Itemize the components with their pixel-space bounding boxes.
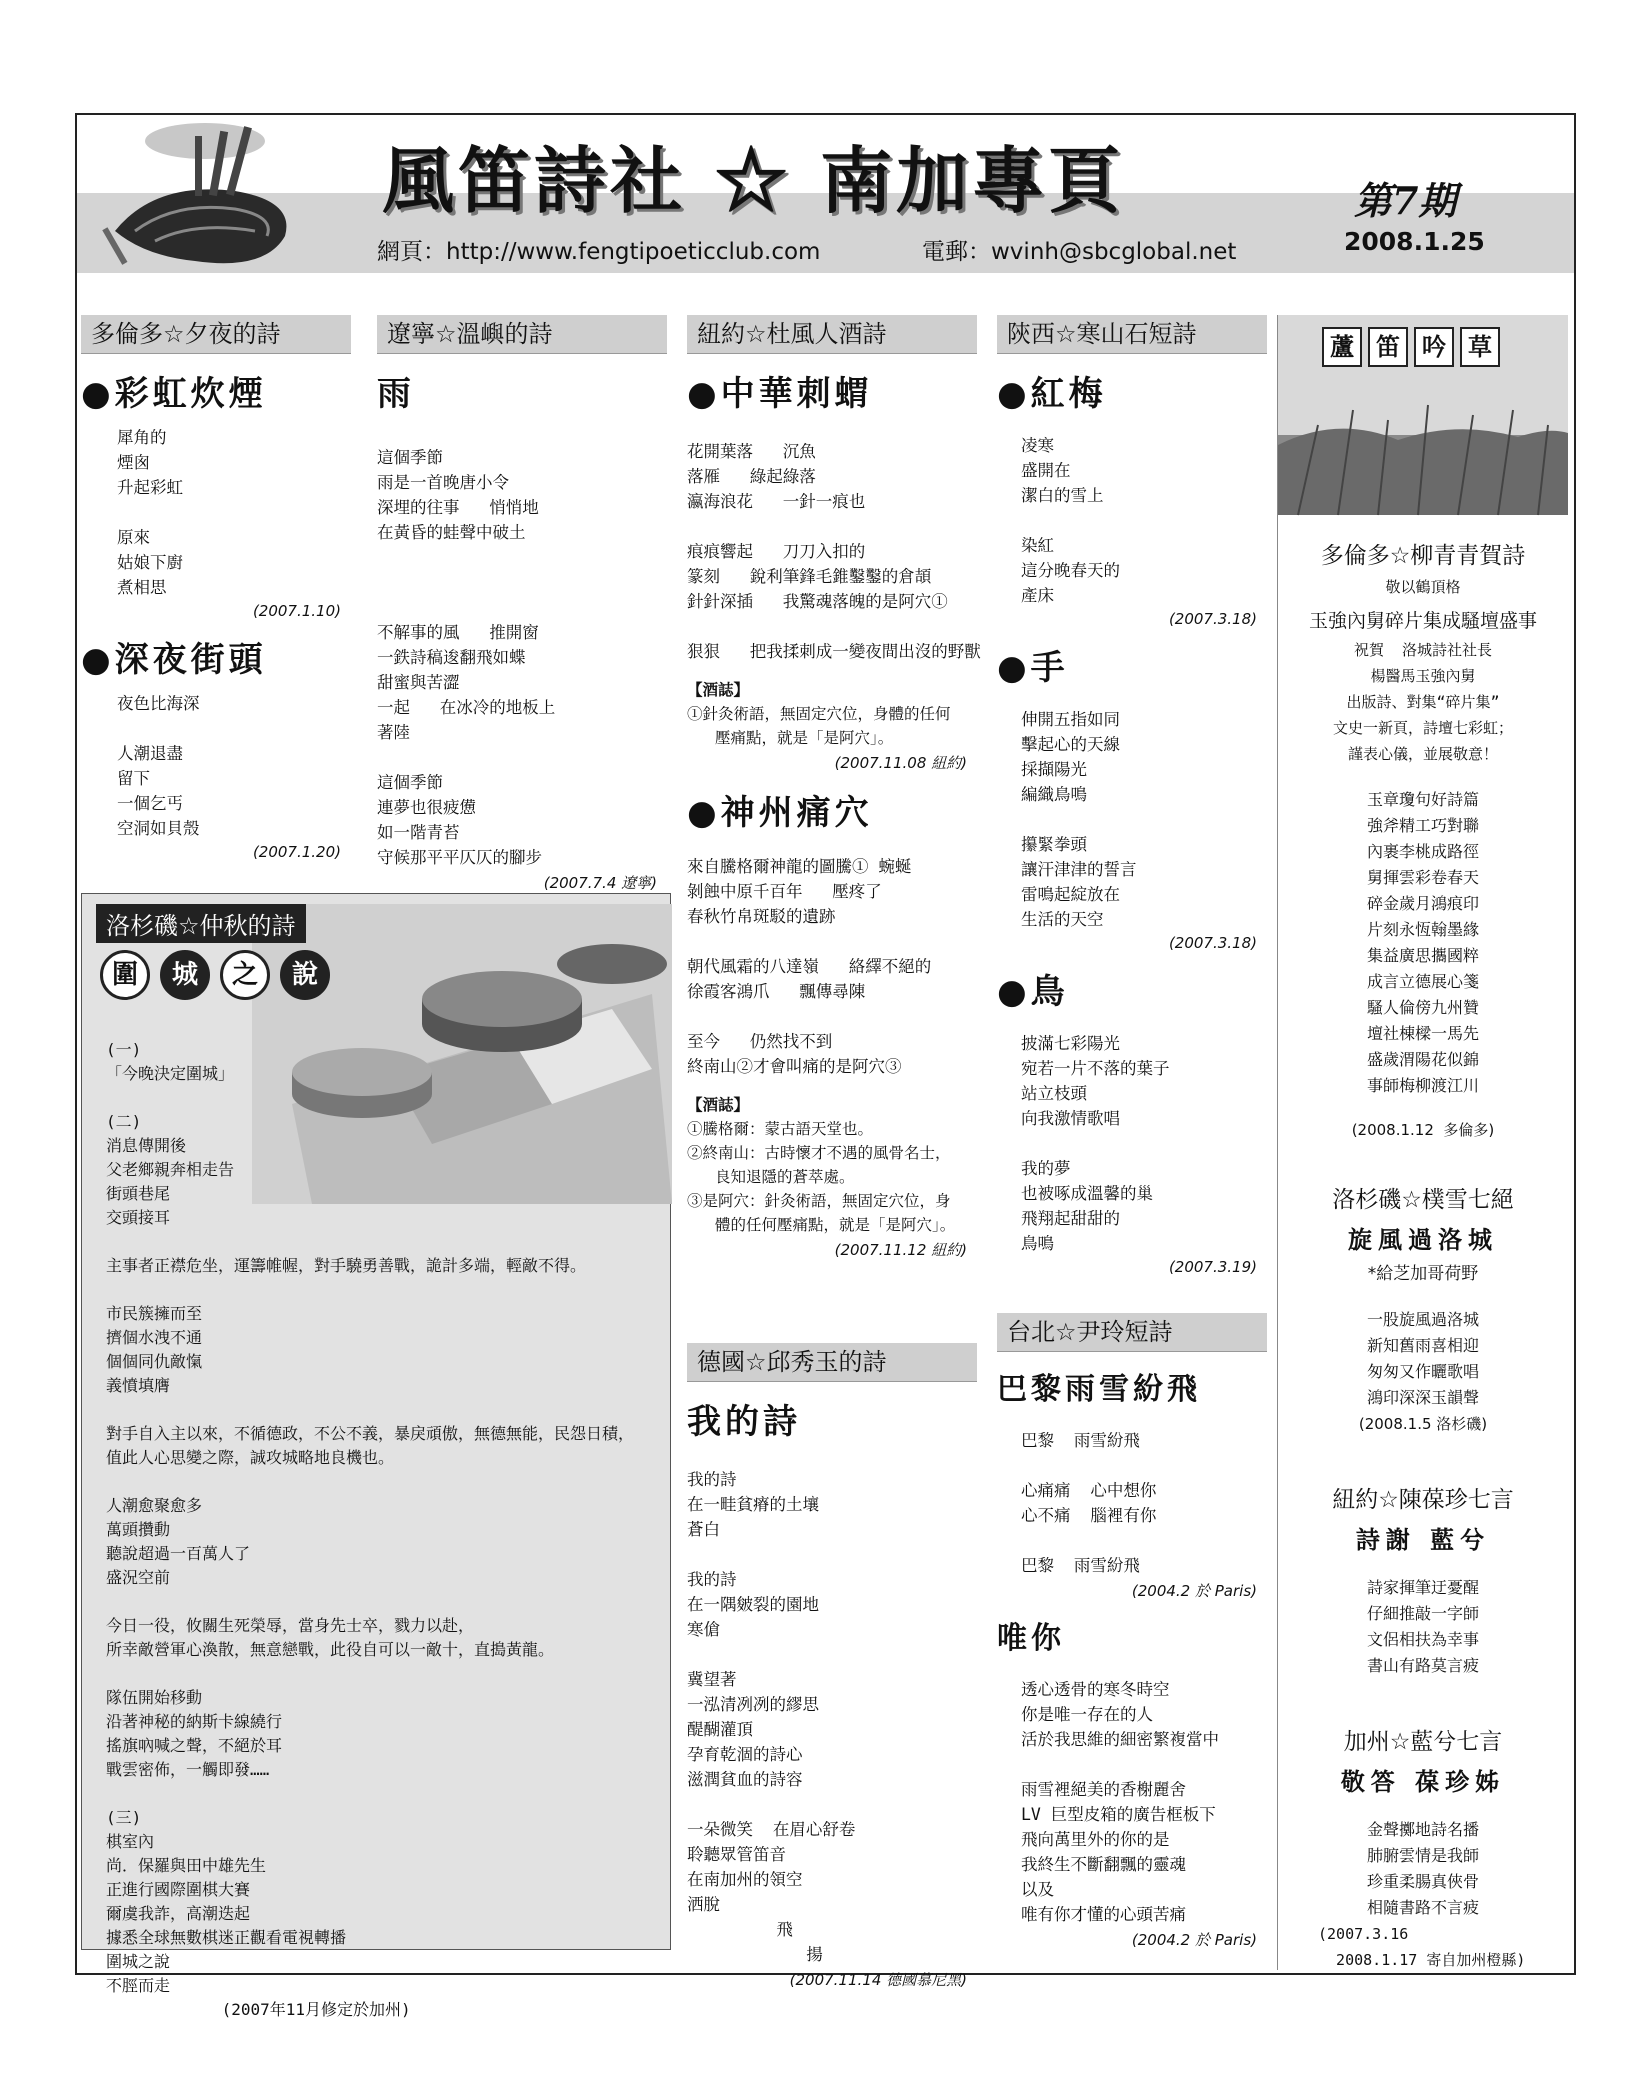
poem-title: 巴黎雨雪紛飛 <box>997 1372 1201 1407</box>
poem-title: 我的詩 <box>687 1402 801 1442</box>
column-newyork <box>687 315 981 1264</box>
sidebar-poem: 一股旋風過洛城 新知舊雨喜相迎 匆匆又作曬歌唱 鴻印深深玉韻聲 <box>1366 1310 1479 1407</box>
poem-body: 伸開五指如同 擊起心的天線 採擷陽光 編織鳥鳴 攥緊拳頭 讓汗津津的誓言 雷鳴起綻放在 生活的天空 <box>1021 710 1137 929</box>
sidebar-subtitle: 玉強內舅碎片集成騷壇盛事 <box>1308 610 1537 632</box>
sidebar-date: (2007.3.16 2008.1.17 寄自加州橙縣) <box>1318 1925 1526 1969</box>
sidebar-congrats <box>1278 531 1568 1143</box>
sidebar-poem: 玉章瓊句好詩篇 強斧精工巧對聯 內裹李桃成路徑 舅揮雲彩卷春天 碎金歲月鴻痕印 片刻永恆翰墨緣 集益廣思攜國粹 成言立德展心箋 騷人倫傍九州贊 壇社棟樑一馬先 盛歲渭陽花似錦 事師梅柳渡江川 <box>1366 790 1479 1095</box>
sidebar-poem: 金聲擲地詩名播 肺腑雲情是我師 珍重柔腸真俠骨 相隨書路不言疲 <box>1366 1820 1479 1917</box>
title-char: 之 <box>220 950 270 1000</box>
sidebar-la <box>1278 1175 1568 1437</box>
la-poem-box <box>81 893 671 2019</box>
poem-body: (一) 「今晚決定圍城」 (二) 消息傳開後 父老鄉親奔相走告 街頭巷尾 交頭接耳 主事者正襟危坐，運籌帷幄，對手驍勇善戰，詭計多端，輕敵不得。 市民簇擁而至 擠個水洩不通 個個同仇敵愾 義憤填膺 對手自入主以來，不循德政，不公不義，暴戾頑傲，無德無能，民怨日積， 值此人心思變之際，誠攻城略地良機也。 人潮愈聚愈多 萬頭攢動 聽說超過一百萬人了 盛況空前 今日一役，攸關生死榮辱，當身先士卒，戮力以赴， 所幸敵營軍心渙散，無意戀戰，此役自可以一敵十，直搗黃龍。 隊伍開始移動 沿著神秘的納斯卡線繞行 搖旗吶喊之聲，不絕於耳 戰雲密佈，一觸即發…… (三) 棋室內 尚．保羅與田中雄先生 正進行國際圍棋大賽 爾虞我詐，高潮迭起 據悉全球無數棋迷正觀看電視轉播 圍城之說 不脛而走 (2007年11月修定於加州) <box>106 1040 635 2019</box>
poem-date: (2007.7.4 遼寧) <box>543 874 657 892</box>
poem-date: (2007.11.08 紐約) <box>834 754 967 772</box>
bagpipe-illustration <box>95 121 315 271</box>
poem-date: (2007.1.20) <box>252 843 341 861</box>
poem-title: ●手 <box>997 648 1069 688</box>
poem-body: 花開葉落 沉魚 落雁 綠起綠落 瀛海浪花 一針一痕也 痕痕響起 刀刀入扣的 篆刻 銳利筆鋒毛錐鑿鑿的倉頡 針針深插 我驚魂落魄的是阿穴① 狠狠 把我揉刺成一變夜間出沒的野獸 <box>687 442 981 661</box>
sidebar-title: 多倫多☆柳青青賀詩 <box>1320 543 1526 569</box>
title-circles <box>100 950 340 1000</box>
sidebar-poem-title: 詩謝 藍兮 <box>1355 1525 1491 1554</box>
poem-body: 這個季節 雨是一首晚唐小令 深埋的往事 悄悄地 在黃昏的蛙聲中破土 不解事的風 推開窗 一鉄詩稿逡翻飛如蝶 甜蜜與苦澀 一起 在冰冷的地板上 著陸 這個季節 連夢也很疲憊 如一階青苔 守候那平平仄仄的腳步 <box>377 448 556 867</box>
section-header: 紐約☆杜風人酒詩 <box>687 315 977 354</box>
sidebar-subtitle: 敬以鶴頂格 <box>1385 578 1461 596</box>
tile-char: 笛 <box>1368 327 1408 367</box>
poem-title: ●彩虹炊煙 <box>81 374 267 414</box>
column-liaoning <box>377 315 667 903</box>
poem-body: 我的詩 在一畦貧瘠的土壤 蒼白 我的詩 在一隅皴裂的園地 寒傖 冀望著 一泓清冽冽的繆思 醍醐灌頂 孕育乾涸的詩心 滋潤貧血的詩容 一朵微笑 在眉心舒卷 聆聽眾管笛音 在南加州的領空 洒脫 飛 揚 <box>687 1470 856 1964</box>
sidebar-poem: 詩家揮筆迂憂醒 仔細推敲一字師 文侶相扶為幸事 書山有路莫言疲 <box>1366 1578 1479 1675</box>
poem-body: 透心透骨的寒冬時空 你是唯一存在的人 活於我思維的細密繁複當中 雨雪裡絕美的香榭麗舍 LV 巨型皮箱的廣告框板下 飛向萬里外的你的是 我終生不斷翻飄的靈魂 以及 唯有你才懂的心頭苦痛 <box>1021 1680 1219 1924</box>
poem-body: 凌寒 盛開在 潔白的雪上 染紅 這分晚春天的 產床 <box>1021 436 1120 605</box>
poem-date: (2004.2 於 Paris) <box>1131 1582 1257 1600</box>
sidebar-poem-title: 旋風過洛城 <box>1348 1225 1498 1254</box>
email-link[interactable]: 電郵：wvinh@sbcglobal.net <box>922 239 1237 265</box>
note-body: ①騰格爾：蒙古語天堂也。 ②終南山：古時懷才不遇的風骨名士， 良知退隱的蒼萃處。 ③是阿穴：針灸術語，無固定穴位，身 體的任何壓痛點，就是「是阿穴」。 <box>687 1120 956 1234</box>
sidebar-title: 洛杉磯☆樸雪七絕 <box>1332 1187 1514 1213</box>
note-heading: 【酒誌】 <box>687 681 750 699</box>
sidebar-dedication: *給芝加哥荷野 <box>1367 1264 1479 1284</box>
note-body: ①針灸術語，無固定穴位，身體的任何 壓痛點，就是「是阿穴」。 <box>687 705 951 747</box>
section-header: 台北☆尹玲短詩 <box>997 1313 1267 1352</box>
sidebar-poem-title: 敬答 葆珍姊 <box>1340 1767 1506 1796</box>
poem-title: ●紅梅 <box>997 374 1107 414</box>
section-header: 遼寧☆溫嶼的詩 <box>377 315 667 354</box>
section-header: 德國☆邱秀玉的詩 <box>687 1343 977 1382</box>
poem-date: (2007.3.18) <box>1168 610 1257 628</box>
poem-title: ●鳥 <box>997 972 1069 1012</box>
section-header: 洛杉磯☆仲秋的詩 <box>96 904 306 943</box>
reed-title-tiles <box>1322 327 1506 367</box>
poem-date: (2007.3.18) <box>1168 934 1257 952</box>
sidebar-ny <box>1278 1475 1568 1679</box>
sidebar-title: 加州☆藍兮七言 <box>1343 1729 1503 1755</box>
sidebar <box>1277 315 1568 1970</box>
column-toronto <box>81 315 351 871</box>
tile-char: 蘆 <box>1322 327 1362 367</box>
issue-number: 第7期 <box>1354 178 1457 223</box>
poem-date: (2007.11.12 紐約) <box>834 1241 967 1259</box>
poem-body: 夜色比海深 人潮退盡 留下 一個乞丐 空洞如貝殼 <box>117 694 200 838</box>
reed-header-box <box>1278 315 1568 515</box>
section-header: 多倫多☆夕夜的詩 <box>81 315 351 354</box>
sidebar-title: 紐約☆陳葆珍七言 <box>1332 1487 1514 1513</box>
poem-date: (2007.11.14 德國慕尼黑) <box>789 1971 967 1989</box>
poem-title: 唯你 <box>997 1621 1065 1656</box>
newsletter-page <box>75 113 1576 2019</box>
masthead-title: 風笛詩社 ☆ 南加專頁 <box>382 138 1125 223</box>
column-taipei <box>997 1313 1267 1960</box>
note-heading: 【酒誌】 <box>687 1096 750 1114</box>
tile-char: 吟 <box>1414 327 1454 367</box>
sidebar-intro: 祝賀 洛城詩社社長 楊醫馬玉強內舅 出版詩、對集“碎片集” 文史一新頁，詩壇七彩虹； 謹表心儀，並展敬意！ <box>1332 641 1513 763</box>
poem-date: (2007.3.19) <box>1168 1258 1257 1276</box>
masthead <box>77 115 1574 275</box>
tile-char: 草 <box>1460 327 1500 367</box>
website-link[interactable]: 網頁：http://www.fengtipoeticclub.com <box>377 239 821 265</box>
poem-body: 披滿七彩陽光 宛若一片不落的葉子 站立枝頭 向我激情歌唱 我的夢 也被啄成溫馨的巢 飛翔起甜甜的 鳥鳴 <box>1021 1034 1170 1253</box>
poem-date: (2007.1.10) <box>252 602 341 620</box>
poem-title: ●神州痛穴 <box>687 793 873 833</box>
poem-title: ●中華刺蝟 <box>687 374 873 414</box>
issue-date: 2008.1.25 <box>1344 227 1485 256</box>
poem-title: 雨 <box>377 374 415 414</box>
title-char: 圍 <box>100 950 150 1000</box>
poem-date: (2004.2 於 Paris) <box>1131 1931 1257 1949</box>
title-char: 城 <box>160 950 210 1000</box>
poem-body: 來自騰格爾神龍的圖騰① 蜿蜒 剝蝕中原千百年 壓疼了 春秋竹帛斑駁的遺跡 朝代風霜的八達嶺 絡繹不絕的 徐霞客鴻爪 飄傳尋陳 至今 仍然找不到 終南山②才會叫痛的是阿穴③ <box>687 857 932 1076</box>
column-germany <box>687 1343 977 2000</box>
poem-title: ●深夜街頭 <box>81 640 267 680</box>
sidebar-ca <box>1278 1717 1568 1973</box>
section-header: 陝西☆寒山石短詩 <box>997 315 1267 354</box>
poem-body: 巴黎 雨雪紛飛 心痛痛 心中想你 心不痛 腦裡有你 巴黎 雨雪紛飛 <box>1021 1431 1157 1575</box>
title-char: 說 <box>280 950 330 1000</box>
poem-body: 犀角的 煙囪 升起彩虹 原來 姑娘下廚 煮相思 <box>117 428 183 597</box>
sidebar-date: (2008.1.5 洛杉磯) <box>1358 1415 1488 1433</box>
column-shaanxi <box>997 315 1267 1286</box>
sidebar-date: (2008.1.12 多倫多) <box>1351 1121 1495 1139</box>
